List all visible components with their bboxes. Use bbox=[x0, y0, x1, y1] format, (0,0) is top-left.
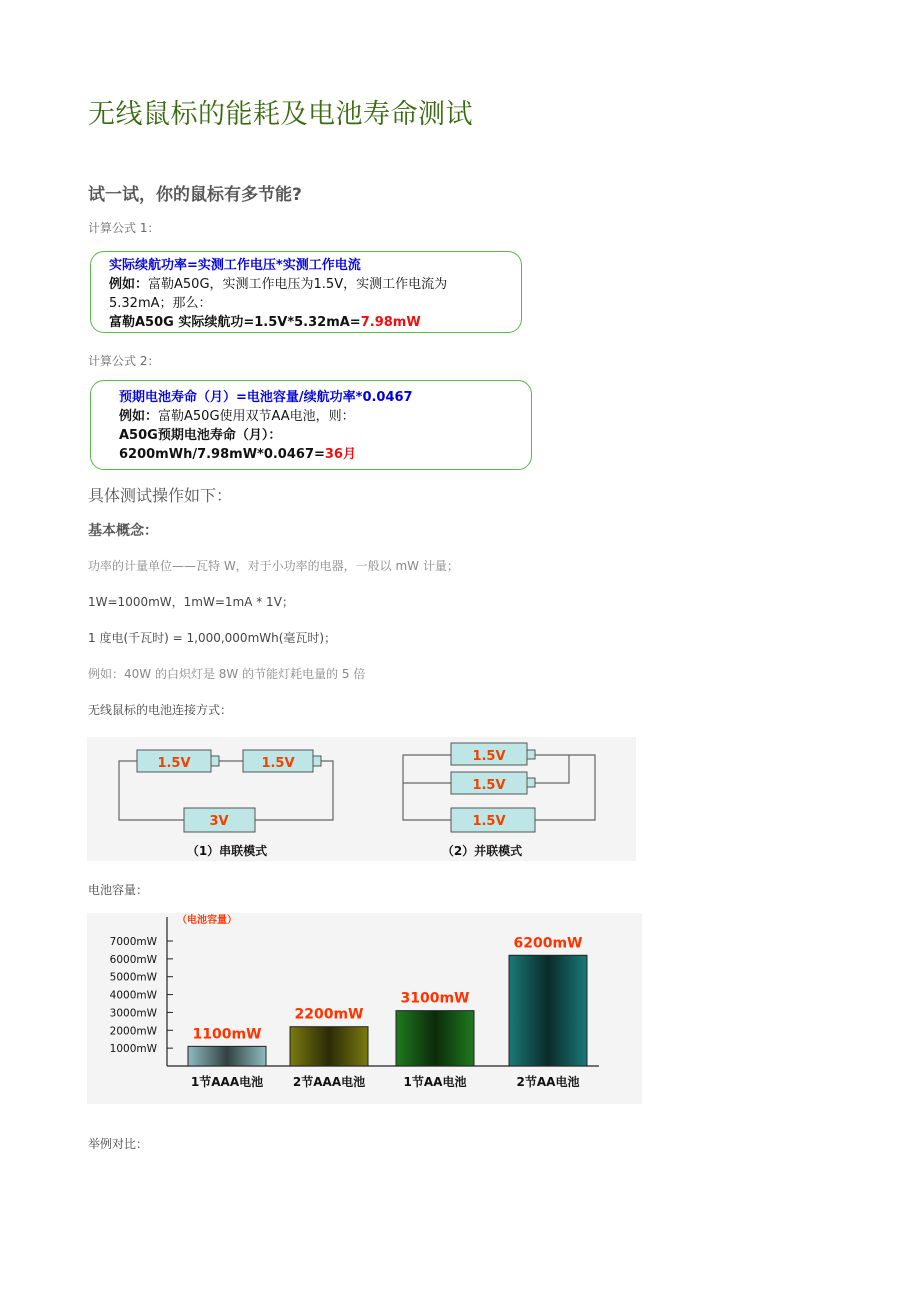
concept-line: 例如：40W 的白炽灯是 8W 的节能灯耗电量的 5 倍 bbox=[88, 667, 366, 681]
series-cell bbox=[243, 750, 321, 772]
result-value: 36月 bbox=[324, 447, 356, 462]
svg-text:1.5V: 1.5V bbox=[472, 778, 506, 793]
formula2-line3: A50G预期电池寿命（月）： bbox=[119, 428, 282, 443]
bar-value-label: 3100mW bbox=[400, 990, 470, 1007]
bar bbox=[188, 1046, 266, 1066]
y-tick-label: 4000mW bbox=[109, 989, 157, 1002]
concept-line: 1 度电(千瓦时) = 1,000,000mWh(毫瓦时)； bbox=[88, 631, 337, 645]
page-title: 无线鼠标的能耗及电池寿命测试 bbox=[88, 99, 473, 130]
svg-text:1.5V: 1.5V bbox=[472, 749, 506, 764]
series-total-cell bbox=[184, 808, 255, 832]
formula1-line3: 5.32mA；那么： bbox=[109, 296, 212, 311]
formula1-result-line bbox=[109, 313, 503, 332]
bar-value-label: 2200mW bbox=[294, 1006, 364, 1023]
category-label: 2节AA电池 bbox=[516, 1075, 580, 1089]
y-tick-label: 1000mW bbox=[109, 1043, 157, 1056]
capacity-label: 电池容量： bbox=[88, 883, 149, 897]
concept-heading: 基本概念： bbox=[88, 523, 158, 539]
parallel-total-cell bbox=[451, 808, 535, 832]
y-tick-label: 3000mW bbox=[109, 1007, 157, 1020]
result-prefix: 富勒A50G 实际续航功=1.5V*5.32mA= bbox=[109, 315, 361, 330]
svg-text:1.5V: 1.5V bbox=[261, 756, 295, 771]
example-text: 富勒A50G，实测工作电压为1.5V，实测工作电流为 bbox=[148, 277, 448, 292]
formula1-label: 计算公式 1： bbox=[88, 221, 160, 235]
svg-text:1.5V: 1.5V bbox=[157, 756, 191, 771]
bar bbox=[396, 1011, 474, 1066]
result-prefix: 6200mWh/7.98mW*0.0467= bbox=[119, 447, 325, 462]
formula1-example bbox=[109, 275, 503, 294]
bar bbox=[290, 1027, 368, 1066]
formula1-box bbox=[90, 251, 522, 333]
bar bbox=[509, 955, 587, 1066]
parallel-caption: （2）并联模式 bbox=[441, 844, 523, 858]
bar-value-label: 1100mW bbox=[192, 1026, 262, 1043]
capacity-chart bbox=[87, 913, 642, 1104]
concept-line: 1W=1000mW，1mW=1mA * 1V； bbox=[88, 595, 294, 609]
example-prefix: 例如： bbox=[109, 277, 149, 292]
example-text: 富勒A50G使用双节AA电池，则： bbox=[158, 409, 355, 424]
series-cell bbox=[137, 750, 219, 772]
battery-connection-diagram bbox=[87, 737, 636, 861]
example-prefix: 例如： bbox=[119, 409, 159, 424]
y-tick-label: 7000mW bbox=[109, 936, 157, 948]
series-caption: （1）串联模式 bbox=[186, 844, 268, 858]
formula2-label: 计算公式 2： bbox=[88, 354, 160, 368]
formula1-title: 实际续航功率=实测工作电压*实测工作电流 bbox=[109, 258, 361, 273]
y-tick-label: 6000mW bbox=[109, 953, 157, 966]
category-label: 1节AA电池 bbox=[403, 1075, 467, 1089]
result-value: 7.98mW bbox=[360, 315, 421, 330]
concept-line: 功率的计量单位——瓦特 W，对于小功率的电器，一般以 mW 计量； bbox=[88, 559, 459, 573]
compare-label: 举例对比： bbox=[88, 1137, 149, 1151]
svg-text:1.5V: 1.5V bbox=[472, 814, 506, 829]
chart-svg bbox=[87, 913, 642, 1104]
chart-title: （电池容量） bbox=[177, 915, 237, 926]
formula2-example bbox=[119, 407, 513, 426]
y-tick-label: 5000mW bbox=[109, 971, 157, 984]
connection-label: 无线鼠标的电池连接方式： bbox=[88, 703, 233, 717]
parallel-cell bbox=[451, 772, 535, 794]
formula2-result-line bbox=[119, 445, 513, 464]
category-label: 2节AAA电池 bbox=[292, 1075, 366, 1089]
parallel-cell bbox=[451, 743, 535, 765]
formula2-box bbox=[90, 380, 532, 470]
svg-text:3V: 3V bbox=[209, 814, 229, 829]
connection-svg bbox=[87, 737, 636, 861]
category-label: 1节AAA电池 bbox=[190, 1075, 264, 1089]
section-heading: 试一试，你的鼠标有多节能? bbox=[88, 185, 302, 205]
bar-value-label: 6200mW bbox=[513, 935, 583, 952]
formula2-title: 预期电池寿命（月）=电池容量/续航功率*0.0467 bbox=[119, 390, 413, 405]
y-tick-label: 2000mW bbox=[109, 1025, 157, 1038]
ops-heading: 具体测试操作如下： bbox=[88, 486, 233, 505]
